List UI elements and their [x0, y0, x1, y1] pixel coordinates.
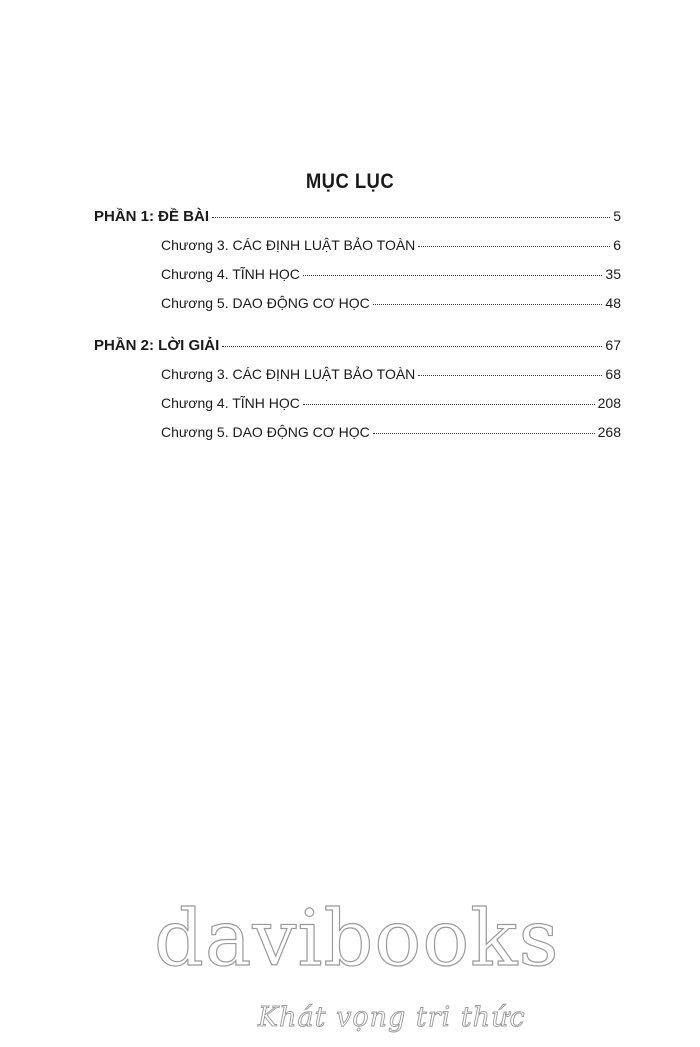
dot-leader	[418, 246, 610, 247]
toc-chapter-entry[interactable]	[94, 424, 621, 453]
toc-page-number: 268	[597, 424, 621, 440]
dot-leader	[418, 375, 602, 376]
dot-leader	[303, 404, 595, 405]
toc-part-1[interactable]	[94, 208, 621, 237]
publisher-watermark	[150, 894, 570, 1040]
dot-leader	[373, 433, 595, 434]
toc-page-number: 48	[605, 295, 621, 311]
dot-leader	[212, 217, 610, 218]
table-of-contents	[94, 208, 621, 453]
toc-part-label: PHẦN 1: ĐỀ BÀI	[94, 208, 210, 225]
toc-part-label: PHẦN 2: LỜI GIẢI	[94, 337, 220, 354]
dot-leader	[373, 304, 603, 305]
toc-chapter-label: Chương 4. TĨNH HỌC	[161, 395, 300, 411]
toc-chapter-entry[interactable]	[94, 366, 621, 395]
toc-page-number: 6	[613, 237, 621, 253]
toc-page-number: 67	[605, 337, 621, 353]
toc-chapter-entry[interactable]	[94, 395, 621, 424]
toc-chapter-label: Chương 5. DAO ĐỘNG CƠ HỌC	[161, 424, 370, 440]
toc-chapter-entry[interactable]	[94, 266, 621, 295]
toc-page-number: 5	[613, 208, 621, 224]
toc-part-2[interactable]	[94, 337, 621, 366]
toc-chapter-label: Chương 4. TĨNH HỌC	[161, 266, 300, 282]
toc-chapter-entry[interactable]	[94, 295, 621, 324]
watermark-brand: davibooks	[154, 894, 560, 984]
toc-page-number: 35	[605, 266, 621, 282]
toc-page-number: 68	[605, 366, 621, 382]
toc-chapter-entry[interactable]	[94, 237, 621, 266]
dot-leader	[222, 346, 602, 347]
toc-chapter-label: Chương 5. DAO ĐỘNG CƠ HỌC	[161, 295, 370, 311]
toc-chapter-label: Chương 3. CÁC ĐỊNH LUẬT BẢO TOÀN	[161, 237, 416, 253]
toc-chapter-label: Chương 3. CÁC ĐỊNH LUẬT BẢO TOÀN	[161, 366, 416, 382]
toc-page-number: 208	[597, 395, 621, 411]
dot-leader	[303, 275, 603, 276]
page-title: MỤC LỤC	[305, 170, 395, 193]
watermark-slogan: Khát vọng tri thức	[258, 1002, 526, 1033]
